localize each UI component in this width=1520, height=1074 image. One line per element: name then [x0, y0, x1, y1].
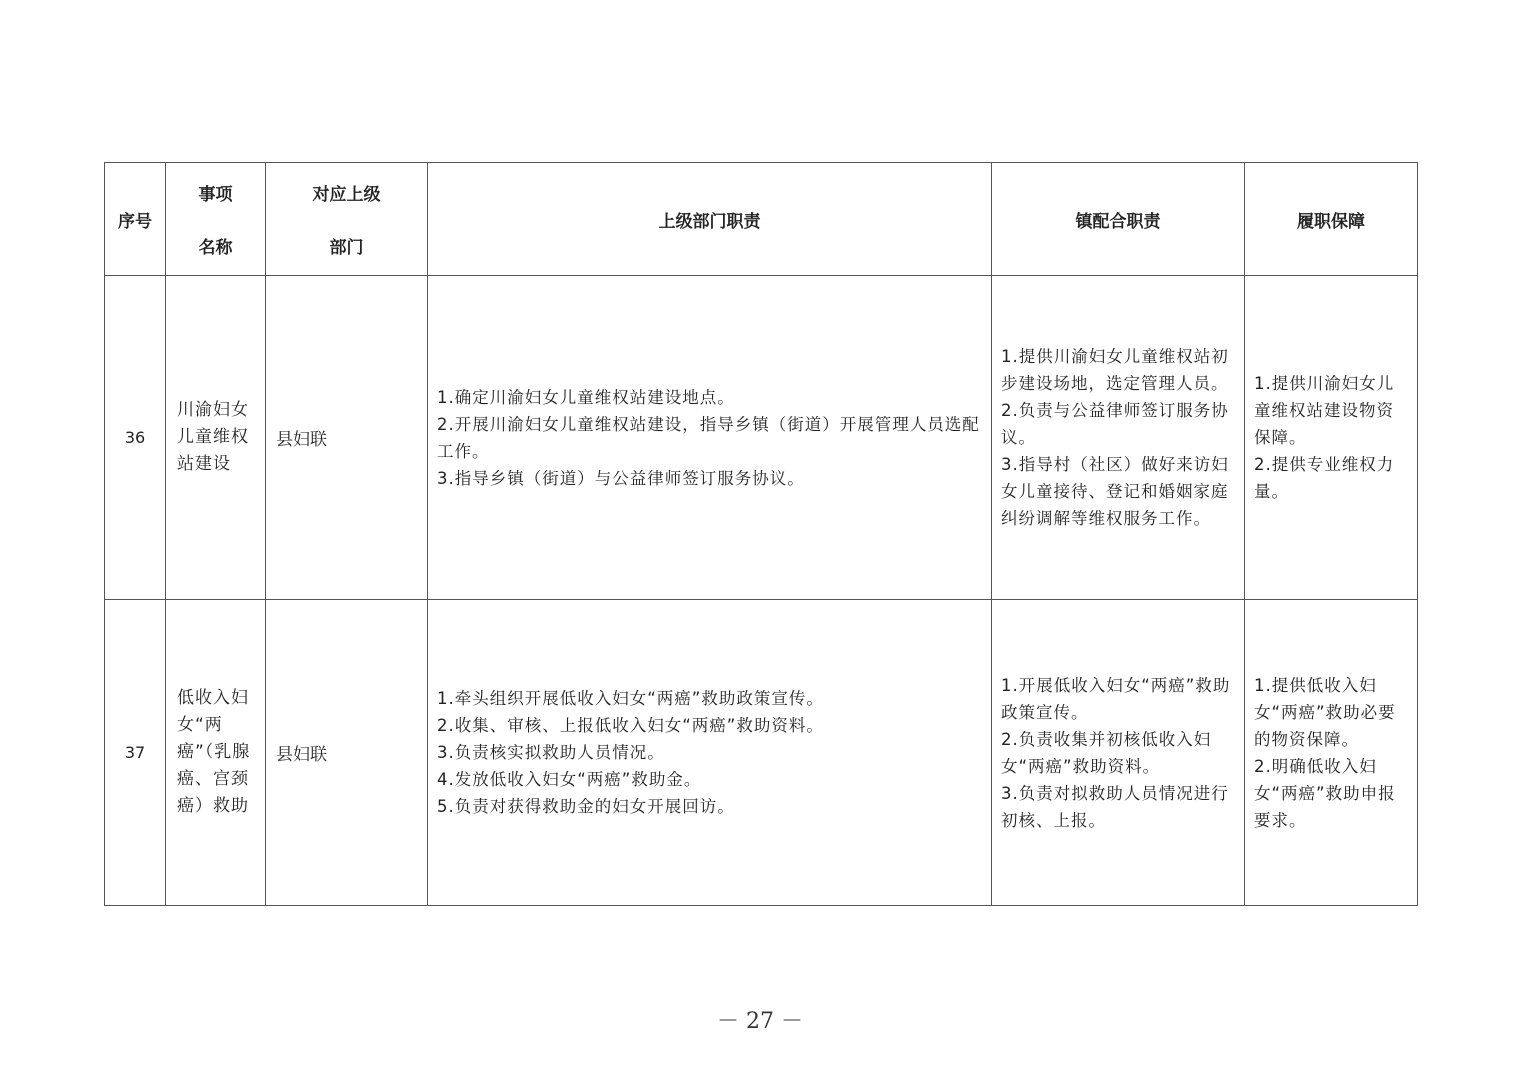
page-number: － 27 － — [717, 1009, 803, 1034]
header-upper-duty: 上级部门职责 — [428, 163, 992, 276]
list-item: 2.负责与公益律师签订服务协议。 — [1001, 401, 1229, 447]
list-item: 1.提供川渝妇女儿童维权站建设物资保障。 — [1254, 374, 1395, 447]
list-item: 1.开展低收入妇女“两癌”救助政策宣传。 — [1001, 675, 1231, 722]
row-town-duty — [992, 600, 1245, 906]
row-seq: 37 — [105, 600, 166, 906]
list-item: 3.负责对拟救助人员情况进行初核、上报。 — [1001, 783, 1229, 830]
row-item-name: 低收入妇女“两癌”（乳腺癌、宫颈癌）救助 — [166, 600, 266, 906]
list-item: 1.确定川渝妇女儿童维权站建设地点。 — [437, 387, 735, 407]
table-header-row — [105, 163, 1418, 276]
header-town-duty: 镇配合职责 — [992, 163, 1245, 276]
list-item: 3.指导村（社区）做好来访妇女儿童接待、登记和婚姻家庭纠纷调解等维权服务工作。 — [1001, 455, 1229, 528]
table-row — [105, 276, 1418, 600]
row-dept: 县妇联 — [266, 276, 428, 600]
row-guarantee — [1245, 276, 1418, 600]
row-town-duty — [992, 276, 1245, 600]
header-dept-line2: 部门 — [329, 238, 364, 258]
row-seq: 36 — [105, 276, 166, 600]
row-upper-duty — [428, 600, 992, 906]
list-item: 5.负责对获得救助金的妇女开展回访。 — [437, 797, 735, 816]
list-item: 1.提供低收入妇女“两癌”救助必要的物资保障。 — [1254, 675, 1396, 749]
list-item: 1.牵头组织开展低收入妇女“两癌”救助政策宣传。 — [437, 689, 824, 708]
list-item: 2.明确低收入妇女“两癌”救助申报要求。 — [1254, 756, 1396, 830]
header-seq: 序号 — [105, 163, 166, 276]
list-item: 2.负责收集并初核低收入妇女“两癌”救助资料。 — [1001, 729, 1212, 776]
list-item: 1.提供川渝妇女儿童维权站初步建设场地，选定管理人员。 — [1001, 347, 1229, 393]
list-item: 2.提供专业维权力量。 — [1254, 455, 1395, 501]
header-dept-line1: 对应上级 — [312, 185, 381, 205]
header-upper-dept — [266, 163, 428, 276]
row-upper-duty — [428, 276, 992, 600]
list-item: 3.指导乡镇（街道）与公益律师签订服务协议。 — [437, 468, 805, 488]
list-item: 2.开展川渝妇女儿童维权站建设，指导乡镇（街道）开展管理人员选配工作。 — [437, 414, 980, 461]
list-item: 3.负责核实拟救助人员情况。 — [437, 743, 665, 762]
header-item-name — [166, 163, 266, 276]
row-guarantee — [1245, 600, 1418, 906]
header-item-line1: 事项 — [198, 185, 233, 205]
header-item-line2: 名称 — [198, 238, 233, 258]
table-row — [105, 600, 1418, 906]
row-item-name: 川渝妇女儿童维权站建设 — [166, 276, 266, 600]
header-guarantee: 履职保障 — [1245, 163, 1418, 276]
list-item: 2.收集、审核、上报低收入妇女“两癌”救助资料。 — [437, 716, 824, 735]
duty-table — [104, 162, 1418, 906]
list-item: 4.发放低收入妇女“两癌”救助金。 — [437, 770, 702, 789]
row-dept: 县妇联 — [266, 600, 428, 906]
